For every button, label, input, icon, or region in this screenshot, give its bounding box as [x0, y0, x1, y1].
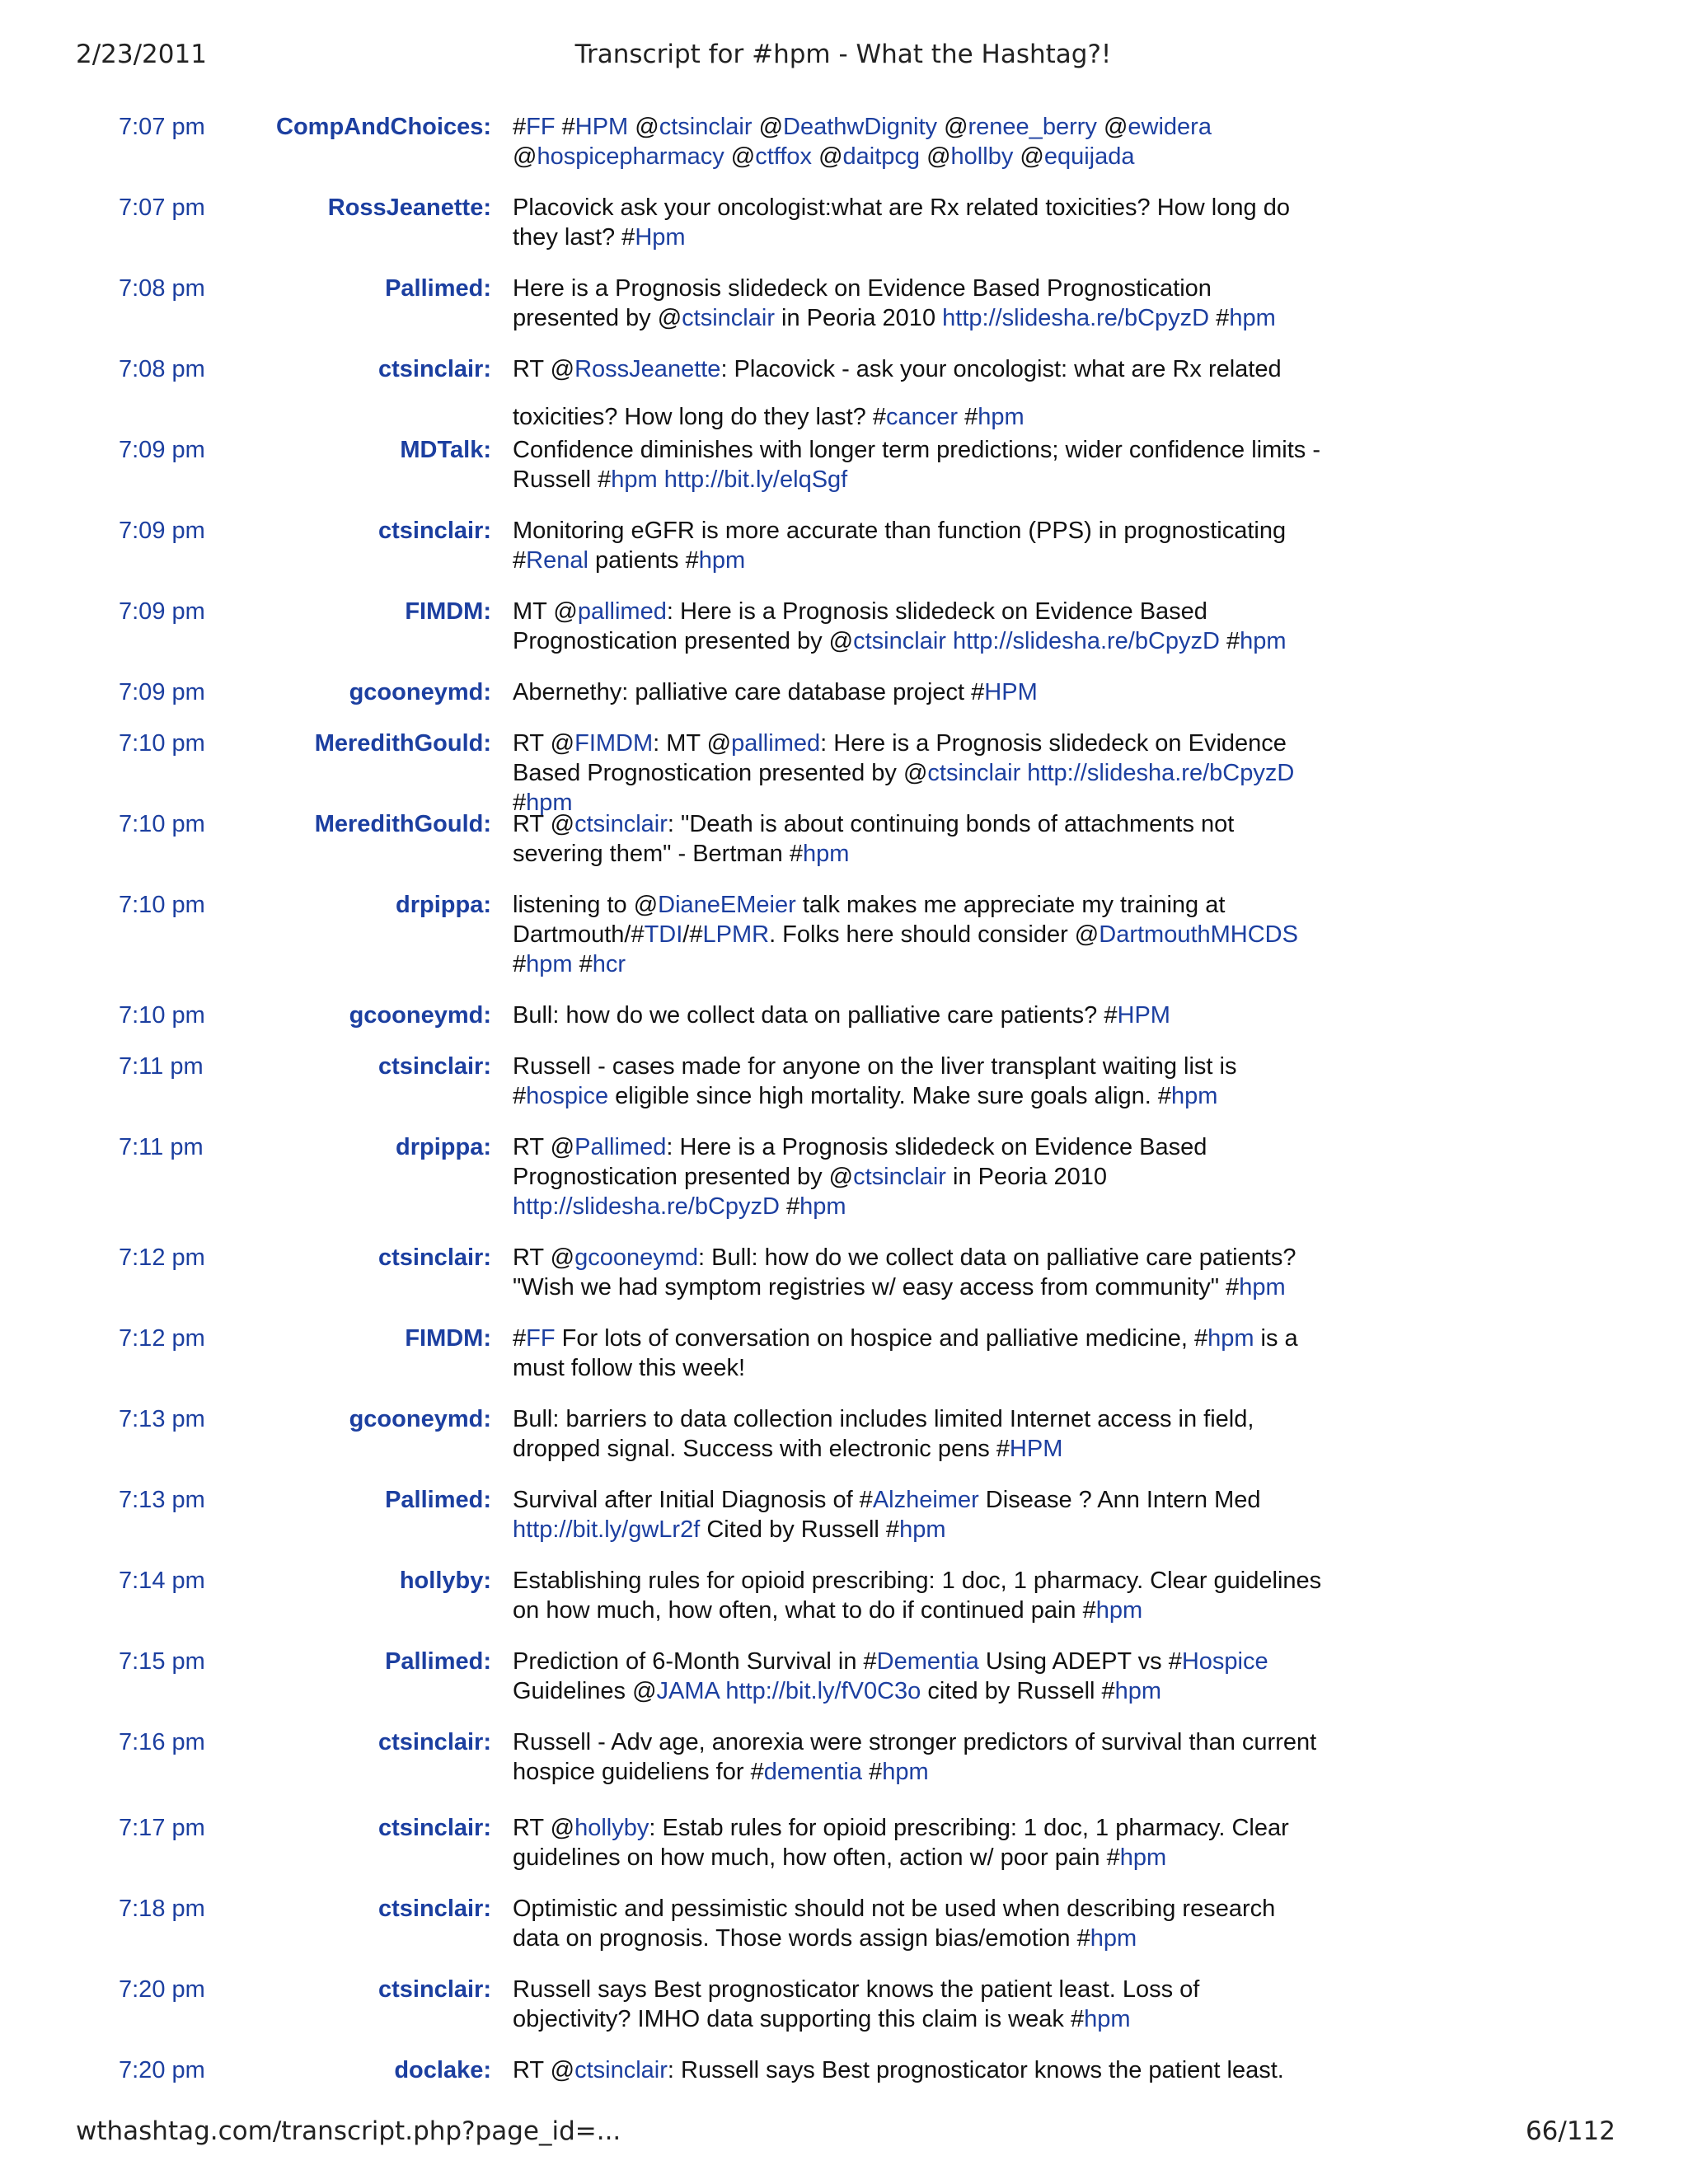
message-line — [513, 1757, 1345, 1787]
tweet-message — [513, 1485, 1345, 1544]
message-link[interactable]: cancer — [885, 404, 959, 430]
message-link[interactable]: hpm — [526, 790, 573, 816]
tweet-message — [513, 1404, 1345, 1464]
tweet-message — [513, 1243, 1345, 1302]
tweet-username-link[interactable]: RossJeanette: — [327, 194, 491, 221]
message-text: # — [779, 1193, 800, 1220]
footer-url: wthashtag.com/transcript.php?page_id=... — [76, 2116, 621, 2146]
tweet-message — [513, 729, 1345, 818]
message-text: @ — [1013, 143, 1044, 170]
message-text: Optimistic and pessimistic should not be used when describing research — [513, 1896, 1276, 1922]
message-text: Russell says Best prognosticator knows the patient least. Loss of — [513, 1976, 1200, 2003]
tweet-message — [513, 435, 1345, 494]
message-line — [513, 1353, 1345, 1383]
tweet-username-link[interactable]: Pallimed: — [385, 1487, 491, 1513]
message-text: # — [1219, 628, 1240, 654]
tweet-username-link[interactable]: MeredithGould: — [314, 811, 491, 837]
message-link[interactable]: http://bit.ly/gwLr2f — [513, 1516, 701, 1543]
message-line — [513, 1404, 1345, 1434]
message-link[interactable]: FF — [526, 1325, 556, 1352]
tweet-username-link[interactable]: hollyby: — [399, 1568, 491, 1594]
message-line — [513, 1132, 1345, 1162]
message-link[interactable]: hpm — [1240, 628, 1287, 654]
message-text: Monitoring eGFR is more accurate than function (PPS) in prognosticating — [513, 518, 1287, 544]
message-line — [513, 1081, 1345, 1111]
message-text: Bull: how do we collect data on palliative care patients? # — [513, 1002, 1118, 1029]
message-link[interactable]: Alzheimer — [872, 1487, 979, 1513]
message-text: # — [513, 1325, 527, 1352]
message-line — [513, 1647, 1345, 1676]
message-line — [513, 354, 1345, 384]
tweet-username-link[interactable]: MeredithGould: — [314, 730, 491, 757]
tweet-username-link[interactable]: ctsinclair: — [378, 1053, 491, 1080]
tweet-username-link[interactable]: ctsinclair: — [378, 1729, 491, 1755]
message-link[interactable]: LPMR — [702, 921, 770, 948]
message-text: Here is a Prognosis slidedeck on Evidence Based Prognostication — [513, 275, 1212, 302]
tweet-time: 7:08 pm — [119, 275, 205, 302]
message-text: talk makes me appreciate my training at — [795, 892, 1226, 918]
tweet-message — [513, 2055, 1345, 2085]
message-line — [513, 1894, 1345, 1924]
message-link[interactable]: daitpcg — [842, 143, 921, 170]
tweet-username-link[interactable]: ctsinclair: — [378, 1976, 491, 2003]
tweet-message — [513, 112, 1345, 171]
message-text: Russell - cases made for anyone on the liver transplant waiting list is — [513, 1053, 1237, 1080]
message-text: @ — [724, 143, 756, 170]
tweet-username-link[interactable]: FIMDM: — [405, 1325, 491, 1352]
message-link[interactable]: FF — [526, 114, 556, 140]
message-link[interactable]: ctsinclair — [574, 811, 668, 837]
message-text: # — [572, 951, 593, 977]
message-text: # — [958, 404, 978, 430]
message-link[interactable]: http://bit.ly/elqSgf — [663, 466, 848, 493]
tweet-username-link[interactable]: ctsinclair: — [378, 1244, 491, 1271]
message-text: they last? # — [513, 224, 635, 251]
tweet-username-link[interactable]: ctsinclair: — [378, 1815, 491, 1841]
message-link[interactable]: hollyby — [574, 1815, 649, 1841]
message-text: severing them" - Bertman # — [513, 841, 803, 867]
message-link[interactable]: ewidera — [1128, 114, 1212, 140]
message-text: Russell - Adv age, anorexia were stronger predictors of survival than current — [513, 1729, 1317, 1755]
tweet-time: 7:17 pm — [119, 1815, 205, 1841]
message-link[interactable]: HPM — [574, 114, 629, 140]
tweet-username-link[interactable]: FIMDM: — [405, 598, 491, 625]
message-line — [513, 112, 1345, 142]
message-link[interactable]: RossJeanette — [574, 356, 721, 382]
message-text: # — [513, 951, 527, 977]
message-text: # — [513, 790, 527, 816]
tweet-username-link[interactable]: drpippa: — [396, 892, 491, 918]
message-line — [513, 1052, 1345, 1081]
tweet-message — [513, 677, 1345, 707]
message-link[interactable]: Hpm — [635, 224, 686, 251]
tweet-username-link[interactable]: drpippa: — [396, 1134, 491, 1160]
message-text: is a — [1254, 1325, 1298, 1352]
tweet-message — [513, 890, 1345, 979]
message-line — [513, 839, 1345, 869]
message-link[interactable]: gcooneymd — [574, 1244, 699, 1271]
message-text: : Here is a Prognosis slidedeck on Evidence — [820, 730, 1287, 757]
tweet-time: 7:10 pm — [119, 892, 205, 918]
message-text: Based Prognostication presented by @ — [513, 760, 928, 786]
message-text: # — [862, 1759, 883, 1785]
tweet-username-link[interactable]: gcooneymd: — [349, 1406, 491, 1432]
message-line — [513, 142, 1345, 171]
message-link[interactable]: ctsinclair — [853, 628, 946, 654]
tweet-time: 7:13 pm — [119, 1406, 205, 1432]
message-text: : "Death is about continuing bonds of attachments not — [667, 811, 1235, 837]
message-link[interactable]: ctsinclair — [927, 760, 1021, 786]
message-link[interactable]: http://slidesha.re/bCpyzD — [1027, 760, 1295, 786]
message-link[interactable]: hospicepharmacy — [537, 143, 724, 170]
message-link[interactable]: hpm — [1095, 1597, 1143, 1624]
message-line — [513, 1924, 1345, 1953]
message-link[interactable]: http://slidesha.re/bCpyzD — [942, 305, 1210, 331]
tweet-message — [513, 1052, 1345, 1111]
message-link[interactable]: hpm — [611, 466, 658, 493]
message-line — [513, 546, 1345, 575]
tweet-message — [513, 1132, 1345, 1221]
message-text: Abernethy: palliative care database project # — [513, 679, 985, 705]
message-link[interactable]: hpm — [799, 1193, 846, 1220]
message-link[interactable]: hpm — [698, 547, 746, 574]
message-line — [513, 274, 1345, 303]
tweet-message — [513, 809, 1345, 869]
message-line — [513, 1243, 1345, 1272]
message-line — [513, 1676, 1345, 1706]
tweet-time: 7:14 pm — [119, 1568, 205, 1594]
message-text: Placovick ask your oncologist:what are Rx related toxicities? How long do — [513, 194, 1290, 221]
message-text: toxicities? How long do they last? # — [513, 404, 886, 430]
tweet-time: 7:16 pm — [119, 1729, 205, 1755]
message-text: cited by Russell # — [921, 1678, 1115, 1704]
message-link[interactable]: ctsinclair — [682, 305, 775, 331]
tweet-time: 7:09 pm — [119, 437, 205, 463]
message-link[interactable]: DianeEMeier — [658, 892, 796, 918]
message-link[interactable]: DeathwDignity — [783, 114, 938, 140]
message-text: : Placovick - ask your oncologist: what are Rx related — [720, 356, 1282, 382]
message-text: guidelines on how much, how often, action w/ poor pain # — [513, 1844, 1120, 1871]
message-link[interactable]: hpm — [526, 951, 573, 977]
message-link[interactable]: hpm — [1114, 1678, 1162, 1704]
message-text: in Peoria 2010 — [945, 1164, 1108, 1190]
tweet-username-link[interactable]: doclake: — [394, 2057, 491, 2083]
message-line — [513, 677, 1345, 707]
tweet-username-link[interactable]: Pallimed: — [385, 1648, 491, 1675]
message-line — [513, 1515, 1345, 1544]
message-text: data on prognosis. Those words assign bias/emotion # — [513, 1925, 1090, 1952]
message-text: "Wish we had symptom registries w/ easy access from community" # — [513, 1274, 1240, 1301]
message-text: Disease ? Ann Intern Med — [978, 1487, 1261, 1513]
message-link[interactable]: hpm — [1171, 1083, 1218, 1109]
message-line — [513, 1324, 1345, 1353]
message-link[interactable]: Hospice — [1181, 1648, 1268, 1675]
tweet-time: 7:09 pm — [119, 679, 205, 705]
message-text: Russell # — [513, 466, 612, 493]
tweet-time: 7:09 pm — [119, 518, 205, 544]
message-link[interactable]: HPM — [984, 679, 1038, 705]
tweet-time: 7:07 pm — [119, 114, 205, 140]
message-link[interactable]: hospice — [526, 1083, 609, 1109]
message-text: : Here is a Prognosis slidedeck on Evidence Based — [666, 1134, 1207, 1160]
message-line — [513, 516, 1345, 546]
message-link[interactable]: hcr — [592, 951, 626, 977]
message-link[interactable]: pallimed — [731, 730, 821, 757]
message-link[interactable]: JAMA — [656, 1678, 720, 1704]
message-line — [513, 1434, 1345, 1464]
message-text: Bull: barriers to data collection includes limited Internet access in field, — [513, 1406, 1254, 1432]
tweet-time: 7:08 pm — [119, 356, 205, 382]
message-line — [513, 2004, 1345, 2034]
message-line — [513, 465, 1345, 494]
message-text: on how much, how often, what to do if continued pain # — [513, 1597, 1096, 1624]
message-line — [513, 402, 1345, 432]
message-line — [513, 809, 1345, 839]
message-link[interactable]: Renal — [526, 547, 588, 574]
tweet-username-link[interactable]: MDTalk: — [400, 437, 491, 463]
message-text: @ — [812, 143, 843, 170]
message-link[interactable]: ctffox — [755, 143, 813, 170]
message-text: . Folks here should consider @ — [769, 921, 1100, 948]
message-text: Prediction of 6-Month Survival in # — [513, 1648, 877, 1675]
tweet-message — [513, 1727, 1345, 1787]
message-link[interactable]: hpm — [882, 1759, 929, 1785]
message-text: Guidelines @ — [513, 1678, 657, 1704]
tweet-time: 7:10 pm — [119, 1002, 205, 1029]
message-text: hospice guideliens for # — [513, 1759, 764, 1785]
message-link[interactable]: hpm — [978, 404, 1025, 430]
tweet-time: 7:13 pm — [119, 1487, 205, 1513]
message-text: in Peoria 2010 — [774, 305, 943, 331]
message-link[interactable]: hpm — [1084, 2006, 1131, 2032]
message-text: # — [1209, 305, 1230, 331]
message-line — [513, 1485, 1345, 1515]
message-line — [513, 597, 1345, 626]
message-text: MT @ — [513, 598, 578, 625]
tweet-message — [513, 597, 1345, 656]
tweet-time: 7:10 pm — [119, 811, 205, 837]
message-line — [513, 1596, 1345, 1625]
message-link[interactable]: hollby — [950, 143, 1014, 170]
message-link[interactable]: Pallimed — [574, 1134, 667, 1160]
message-text: @ — [1096, 114, 1128, 140]
footer-page-number: 66/112 — [1525, 2116, 1615, 2146]
tweet-message — [513, 354, 1345, 432]
message-text: Establishing rules for opioid prescribing: 1 doc, 1 pharmacy. Clear guidelines — [513, 1568, 1322, 1594]
tweet-username-link[interactable]: gcooneymd: — [349, 1002, 491, 1029]
message-text: listening to @ — [513, 892, 659, 918]
tweet-message — [513, 1001, 1345, 1030]
message-link[interactable]: renee_berry — [968, 114, 1097, 140]
message-text: @ — [920, 143, 951, 170]
message-link[interactable]: pallimed — [577, 598, 667, 625]
message-line — [513, 1001, 1345, 1030]
message-text: RT @ — [513, 1244, 575, 1271]
message-line — [513, 758, 1345, 788]
message-text: For lots of conversation on hospice and palliative medicine, # — [555, 1325, 1208, 1352]
tweet-username-link[interactable]: gcooneymd: — [349, 679, 491, 705]
message-text: : Bull: how do we collect data on palliative care patients? — [698, 1244, 1296, 1271]
tweet-message — [513, 1566, 1345, 1625]
tweet-message — [513, 1813, 1345, 1872]
message-text: @ — [937, 114, 968, 140]
message-line — [513, 223, 1345, 252]
message-text: # — [513, 547, 527, 574]
message-line — [513, 920, 1345, 949]
message-text: /# — [682, 921, 703, 948]
tweet-time: 7:15 pm — [119, 1648, 205, 1675]
message-line — [513, 435, 1345, 465]
tweet-time: 7:12 pm — [119, 1325, 205, 1352]
message-text: presented by @ — [513, 305, 682, 331]
tweet-message — [513, 274, 1345, 333]
tweet-username-link[interactable]: ctsinclair: — [378, 518, 491, 544]
message-text: Using ADEPT vs # — [978, 1648, 1182, 1675]
message-text: : Estab rules for opioid prescribing: 1 doc, 1 pharmacy. Clear — [649, 1815, 1289, 1841]
message-text: patients # — [588, 547, 699, 574]
tweet-message — [513, 193, 1345, 252]
message-link[interactable]: TDI — [644, 921, 683, 948]
message-link[interactable]: hpm — [1090, 1925, 1137, 1952]
tweet-username-link[interactable]: Pallimed: — [385, 275, 491, 302]
message-text: Cited by Russell # — [700, 1516, 900, 1543]
message-link[interactable]: ctsinclair — [574, 2057, 668, 2083]
message-line — [513, 1843, 1345, 1872]
tweet-time: 7:10 pm — [119, 730, 205, 757]
tweet-message — [513, 1975, 1345, 2034]
tweet-time: 7:11 pm — [119, 1053, 204, 1080]
message-link[interactable]: hpm — [899, 1516, 946, 1543]
message-text: # — [513, 114, 527, 140]
message-link[interactable]: ctsinclair — [659, 114, 753, 140]
message-link[interactable]: hpm — [1239, 1274, 1286, 1301]
message-text: # — [513, 1083, 527, 1109]
message-text: objectivity? IMHO data supporting this claim is weak # — [513, 2006, 1085, 2032]
message-text: Prognostication presented by @ — [513, 628, 854, 654]
message-line — [513, 1272, 1345, 1302]
message-link[interactable]: ctsinclair — [853, 1164, 946, 1190]
tweet-message — [513, 516, 1345, 575]
tweet-time: 7:07 pm — [119, 194, 205, 221]
tweet-username-link[interactable]: ctsinclair: — [378, 1896, 491, 1922]
page-header — [76, 40, 1611, 79]
message-text — [658, 466, 664, 493]
message-link[interactable]: Dementia — [876, 1648, 979, 1675]
message-line — [513, 1813, 1345, 1843]
message-link[interactable]: HPM — [1009, 1436, 1063, 1462]
transcript-list — [0, 96, 1688, 2115]
tweet-time: 7:20 pm — [119, 1976, 205, 2003]
message-line — [513, 1192, 1345, 1221]
message-text: RT @ — [513, 811, 575, 837]
message-link[interactable]: DartmouthMHCDS — [1099, 921, 1298, 948]
message-line — [513, 2055, 1345, 2085]
message-link[interactable]: equijada — [1043, 143, 1135, 170]
message-text: # — [555, 114, 575, 140]
header-date: 2/23/2011 — [76, 40, 207, 69]
tweet-time: 7:18 pm — [119, 1896, 205, 1922]
message-text: Dartmouth/# — [513, 921, 645, 948]
header-title: Transcript for #hpm - What the Hashtag?! — [574, 40, 1112, 69]
message-text: @ — [628, 114, 659, 140]
message-text: Survival after Initial Diagnosis of # — [513, 1487, 873, 1513]
message-text: RT @ — [513, 730, 575, 757]
message-text: @ — [513, 143, 537, 170]
tweet-time: 7:09 pm — [119, 598, 205, 625]
page-footer — [76, 2116, 1615, 2156]
tweet-time: 7:20 pm — [119, 2057, 205, 2083]
tweet-username-link[interactable]: CompAndChoices: — [276, 114, 491, 140]
tweet-time: 7:11 pm — [119, 1134, 204, 1160]
message-link[interactable]: HPM — [1117, 1002, 1170, 1029]
message-line — [513, 890, 1345, 920]
tweet-message — [513, 1324, 1345, 1383]
message-link[interactable]: hpm — [803, 841, 850, 867]
message-text: RT @ — [513, 1815, 575, 1841]
message-line — [513, 949, 1345, 979]
message-text: RT @ — [513, 1134, 575, 1160]
message-text: must follow this week! — [513, 1355, 746, 1381]
message-line — [513, 626, 1345, 656]
message-link[interactable]: http://slidesha.re/bCpyzD — [513, 1193, 780, 1220]
message-link[interactable]: FIMDM — [574, 730, 654, 757]
message-text: RT @ — [513, 356, 575, 382]
tweet-message — [513, 1894, 1345, 1953]
message-line — [513, 729, 1345, 758]
message-text: RT @ — [513, 2057, 575, 2083]
message-line — [513, 193, 1345, 223]
message-text: Prognostication presented by @ — [513, 1164, 854, 1190]
message-line — [513, 303, 1345, 333]
message-link[interactable]: hpm — [1119, 1844, 1167, 1871]
message-link[interactable]: hpm — [1207, 1325, 1254, 1352]
message-text: dropped signal. Success with electronic pens # — [513, 1436, 1010, 1462]
message-text: : MT @ — [653, 730, 732, 757]
message-link[interactable]: dementia — [763, 1759, 863, 1785]
message-link[interactable]: http://bit.ly/fV0C3o — [725, 1678, 921, 1704]
tweet-time: 7:12 pm — [119, 1244, 205, 1271]
message-link[interactable]: http://slidesha.re/bCpyzD — [953, 628, 1220, 654]
message-text: @ — [752, 114, 784, 140]
message-text: Confidence diminishes with longer term predictions; wider confidence limits - — [513, 437, 1320, 463]
message-text: eligible since high mortality. Make sure goals align. # — [608, 1083, 1172, 1109]
message-line — [513, 1727, 1345, 1757]
message-line — [513, 1162, 1345, 1192]
tweet-username-link[interactable]: ctsinclair: — [378, 356, 491, 382]
message-line — [513, 1975, 1345, 2004]
message-text: : Here is a Prognosis slidedeck on Evidence Based — [666, 598, 1207, 625]
message-line — [513, 1566, 1345, 1596]
message-link[interactable]: hpm — [1229, 305, 1276, 331]
tweet-message — [513, 1647, 1345, 1706]
message-text — [946, 628, 953, 654]
message-text: : Russell says Best prognosticator knows the patient least. — [667, 2057, 1284, 2083]
